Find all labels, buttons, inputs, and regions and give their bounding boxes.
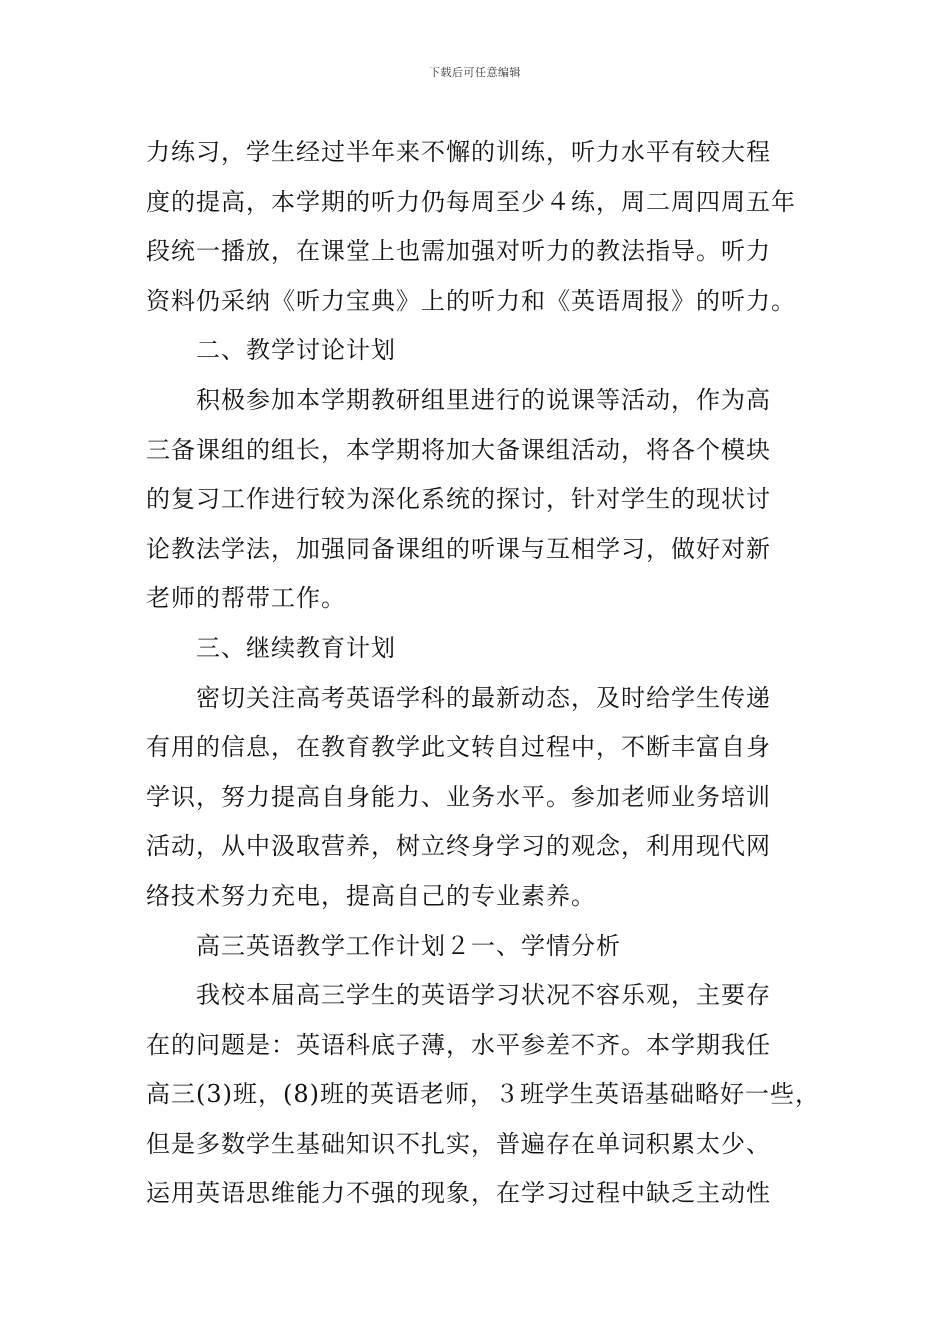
- text-line: 老师的帮带工作。: [146, 584, 346, 613]
- section-heading: 二、教学讨论计划: [196, 336, 396, 365]
- text-line: 积极参加本学期教研组里进行的说课等活动，作为高: [196, 385, 771, 414]
- text-line: 我校本届高三学生的英语学习状况不容乐观，主要存: [196, 981, 771, 1010]
- text-line: 高三(3)班，(8)班的英语老师，３班学生英语基础略好一些，: [146, 1080, 820, 1109]
- section-heading: 高三英语教学工作计划２一、学情分析: [196, 931, 621, 960]
- section-heading: 三、继续教育计划: [196, 633, 396, 662]
- text-line: 密切关注高考英语学科的最新动态，及时给学生传递: [196, 683, 771, 712]
- text-line: 度的提高，本学期的听力仍每周至少４练，周二周四周五年: [146, 187, 796, 216]
- text-line: 三备课组的组长，本学期将加大备课组活动，将各个模块: [146, 435, 771, 464]
- document-body: [146, 128, 826, 1219]
- text-line: 运用英语思维能力不强的现象，在学习过程中缺乏主动性: [146, 1179, 771, 1208]
- text-line: 论教法学法，加强同备课组的听课与互相学习，做好对新: [146, 534, 771, 563]
- text-line: 在的问题是：英语科底子薄，水平参差不齐。本学期我任: [146, 1030, 771, 1059]
- text-line: 段统一播放，在课堂上也需加强对听力的教法指导。听力: [146, 237, 771, 266]
- page-header: 下载后可任意编辑: [429, 66, 521, 79]
- text-line: 的复习工作进行较为深化系统的探讨，针对学生的现状讨: [146, 485, 771, 514]
- text-line: 络技术努力充电，提高自己的专业素养。: [146, 881, 596, 910]
- text-line: 学识，努力提高自身能力、业务水平。参加老师业务培训: [146, 782, 771, 811]
- text-line: 活动，从中汲取营养，树立终身学习的观念，利用现代网: [146, 832, 771, 861]
- text-line: 力练习，学生经过半年来不懈的训练，听力水平有较大程: [146, 138, 771, 166]
- text-line: 资料仍采纳《听力宝典》上的听力和《英语周报》的听力。: [146, 286, 796, 315]
- text-line: 但是多数学生基础知识不扎实，普遍存在单词积累太少、: [146, 1129, 771, 1158]
- text-line: 有用的信息，在教育教学此文转自过程中，不断丰富自身: [146, 733, 771, 762]
